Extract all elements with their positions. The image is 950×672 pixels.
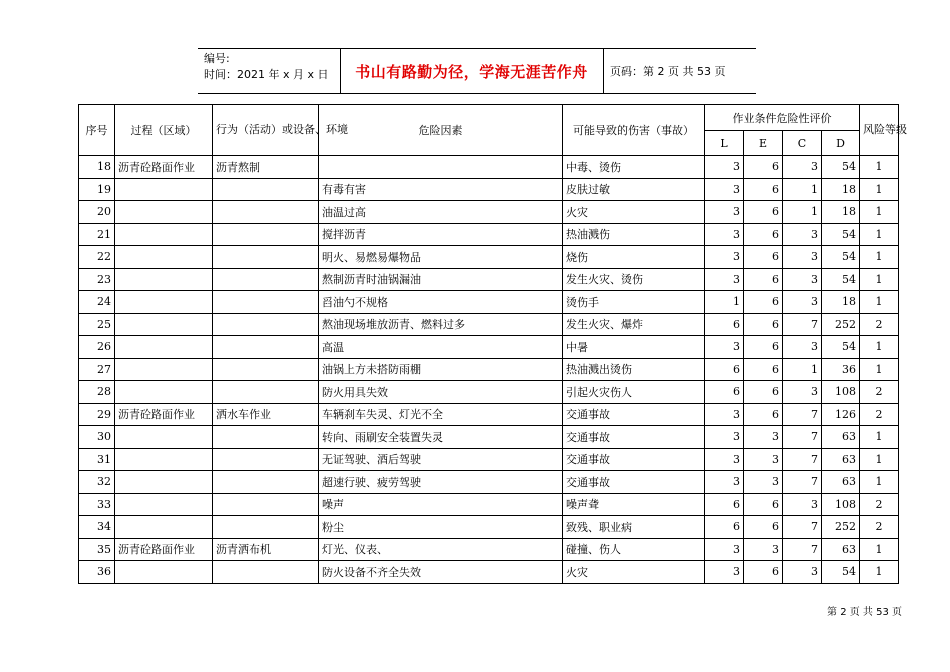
cell-behavior: [213, 358, 319, 381]
table-row: [79, 313, 899, 336]
table-row: [79, 336, 899, 359]
cell-behavior: 洒水车作业: [213, 403, 319, 426]
cell-C: 3: [783, 156, 822, 179]
cell-process: [115, 381, 213, 404]
cell-D: 18: [822, 178, 860, 201]
cell-C: 7: [783, 426, 822, 449]
cell-seq: 24: [79, 291, 115, 314]
cell-risk: 1: [860, 246, 899, 269]
cell-E: 6: [744, 381, 783, 404]
table-row: [79, 493, 899, 516]
cell-seq: 31: [79, 448, 115, 471]
cell-E: 3: [744, 426, 783, 449]
cell-seq: 28: [79, 381, 115, 404]
cell-D: 54: [822, 223, 860, 246]
col-L-header: L: [705, 131, 744, 156]
cell-D: 18: [822, 201, 860, 224]
cell-harm: 交通事故: [563, 426, 705, 449]
cell-seq: 22: [79, 246, 115, 269]
cell-C: 7: [783, 538, 822, 561]
cell-process: [115, 448, 213, 471]
cell-behavior: [213, 381, 319, 404]
cell-process: 沥青砼路面作业: [115, 403, 213, 426]
cell-process: [115, 493, 213, 516]
cell-L: 6: [705, 381, 744, 404]
cell-process: [115, 358, 213, 381]
cell-process: [115, 313, 213, 336]
cell-seq: 20: [79, 201, 115, 224]
cell-behavior: [213, 471, 319, 494]
cell-hazard: 超速行驶、疲劳驾驶: [319, 471, 563, 494]
cell-process: [115, 516, 213, 539]
col-E-header: E: [744, 131, 783, 156]
cell-risk: 1: [860, 471, 899, 494]
cell-C: 3: [783, 268, 822, 291]
cell-behavior: [213, 313, 319, 336]
cell-D: 63: [822, 426, 860, 449]
cell-harm: 中毒、烫伤: [563, 156, 705, 179]
cell-behavior: 沥青洒布机: [213, 538, 319, 561]
cell-process: [115, 291, 213, 314]
cell-L: 3: [705, 201, 744, 224]
cell-process: [115, 336, 213, 359]
table-row: [79, 426, 899, 449]
cell-C: 1: [783, 201, 822, 224]
cell-E: 6: [744, 336, 783, 359]
cell-risk: 1: [860, 448, 899, 471]
cell-C: 7: [783, 403, 822, 426]
cell-D: 54: [822, 561, 860, 584]
cell-C: 3: [783, 493, 822, 516]
cell-L: 6: [705, 313, 744, 336]
cell-harm: 烫伤手: [563, 291, 705, 314]
cell-L: 3: [705, 426, 744, 449]
cell-hazard: 噪声: [319, 493, 563, 516]
cell-harm: 皮肤过敏: [563, 178, 705, 201]
cell-hazard: 搅拌沥青: [319, 223, 563, 246]
cell-behavior: [213, 201, 319, 224]
table-row: [79, 223, 899, 246]
table-row: [79, 358, 899, 381]
cell-harm: 中暑: [563, 336, 705, 359]
cell-hazard: 无证驾驶、酒后驾驶: [319, 448, 563, 471]
cell-harm: 发生火灾、烫伤: [563, 268, 705, 291]
col-behavior-header: 行为（活动）或设备、环境: [213, 105, 319, 156]
table-row: [79, 471, 899, 494]
cell-E: 6: [744, 358, 783, 381]
cell-risk: 1: [860, 358, 899, 381]
cell-process: [115, 223, 213, 246]
cell-harm: 火灾: [563, 561, 705, 584]
cell-L: 6: [705, 358, 744, 381]
col-risk-header: 风险等级: [860, 105, 899, 156]
table-row: [79, 201, 899, 224]
cell-seq: 29: [79, 403, 115, 426]
cell-E: 6: [744, 223, 783, 246]
cell-harm: 噪声聋: [563, 493, 705, 516]
header-motto: 书山有路勤为径，学海无涯苦作舟: [355, 62, 588, 81]
cell-process: [115, 471, 213, 494]
table-row: [79, 291, 899, 314]
cell-seq: 30: [79, 426, 115, 449]
cell-hazard: 熬油现场堆放沥青、燃料过多: [319, 313, 563, 336]
cell-seq: 27: [79, 358, 115, 381]
cell-C: 3: [783, 291, 822, 314]
cell-harm: 引起火灾伤人: [563, 381, 705, 404]
cell-behavior: [213, 493, 319, 516]
cell-hazard: [319, 156, 563, 179]
table-row: [79, 448, 899, 471]
page-footer: 第 2 页 共 53 页: [827, 607, 902, 618]
cell-E: 6: [744, 178, 783, 201]
cell-risk: 1: [860, 156, 899, 179]
cell-L: 3: [705, 246, 744, 269]
header-meta: [204, 51, 329, 83]
table-row: [79, 516, 899, 539]
cell-process: [115, 268, 213, 291]
cell-hazard: 油温过高: [319, 201, 563, 224]
cell-D: 18: [822, 291, 860, 314]
cell-risk: 1: [860, 426, 899, 449]
col-harm-header: 可能导致的伤害（事故）: [563, 105, 705, 156]
cell-L: 3: [705, 538, 744, 561]
table-row: [79, 403, 899, 426]
col-C-header: C: [783, 131, 822, 156]
cell-risk: 2: [860, 381, 899, 404]
cell-behavior: [213, 178, 319, 201]
cell-L: 1: [705, 291, 744, 314]
cell-risk: 1: [860, 561, 899, 584]
table-row: [79, 381, 899, 404]
cell-E: 6: [744, 403, 783, 426]
cell-risk: 1: [860, 336, 899, 359]
cell-L: 6: [705, 493, 744, 516]
cell-risk: 1: [860, 291, 899, 314]
cell-hazard: 车辆刹车失灵、灯光不全: [319, 403, 563, 426]
cell-D: 63: [822, 448, 860, 471]
document-header: [198, 48, 756, 94]
col-process-header: 过程（区域）: [115, 105, 213, 156]
cell-harm: 热油溅伤: [563, 223, 705, 246]
col-evaluation-header: 作业条件危险性评价: [705, 105, 860, 131]
cell-D: 108: [822, 493, 860, 516]
cell-harm: 交通事故: [563, 448, 705, 471]
cell-seq: 25: [79, 313, 115, 336]
cell-D: 36: [822, 358, 860, 381]
cell-D: 126: [822, 403, 860, 426]
cell-behavior: [213, 448, 319, 471]
cell-hazard: 粉尘: [319, 516, 563, 539]
cell-risk: 2: [860, 403, 899, 426]
header-divider: [603, 49, 604, 93]
cell-seq: 23: [79, 268, 115, 291]
cell-D: 54: [822, 246, 860, 269]
cell-L: 3: [705, 471, 744, 494]
cell-seq: 18: [79, 156, 115, 179]
cell-D: 63: [822, 471, 860, 494]
col-D-header: D: [822, 131, 860, 156]
cell-E: 6: [744, 561, 783, 584]
cell-L: 6: [705, 516, 744, 539]
cell-hazard: 熬制沥青时油锅漏油: [319, 268, 563, 291]
cell-E: 6: [744, 313, 783, 336]
cell-harm: 发生火灾、爆炸: [563, 313, 705, 336]
hazard-table: [78, 104, 907, 584]
cell-risk: 2: [860, 313, 899, 336]
cell-risk: 2: [860, 493, 899, 516]
cell-behavior: [213, 246, 319, 269]
cell-C: 7: [783, 471, 822, 494]
cell-harm: 碰撞、伤人: [563, 538, 705, 561]
cell-risk: 1: [860, 268, 899, 291]
cell-behavior: [213, 336, 319, 359]
table-row: [79, 246, 899, 269]
cell-seq: 32: [79, 471, 115, 494]
time-label: 时间：2021 年 x 月 x 日: [204, 68, 329, 81]
cell-harm: 热油溅出烫伤: [563, 358, 705, 381]
cell-hazard: 舀油勺不规格: [319, 291, 563, 314]
table-row: [79, 561, 899, 584]
cell-risk: 1: [860, 178, 899, 201]
cell-seq: 35: [79, 538, 115, 561]
table-row: [79, 268, 899, 291]
cell-behavior: 沥青熬制: [213, 156, 319, 179]
header-page-info: 页码：第 2 页 共 53 页: [610, 65, 726, 78]
cell-C: 1: [783, 358, 822, 381]
cell-hazard: 转向、雨刷安全装置失灵: [319, 426, 563, 449]
table-row: [79, 178, 899, 201]
cell-E: 6: [744, 156, 783, 179]
cell-D: 54: [822, 336, 860, 359]
cell-harm: 交通事故: [563, 471, 705, 494]
cell-process: [115, 561, 213, 584]
table-row: [79, 538, 899, 561]
col-seq-header: 序号: [79, 105, 115, 156]
cell-behavior: [213, 426, 319, 449]
table-row: [79, 156, 899, 179]
cell-behavior: [213, 223, 319, 246]
cell-L: 3: [705, 178, 744, 201]
cell-D: 54: [822, 268, 860, 291]
cell-E: 6: [744, 268, 783, 291]
cell-L: 3: [705, 561, 744, 584]
cell-D: 54: [822, 156, 860, 179]
cell-seq: 19: [79, 178, 115, 201]
cell-hazard: 防火用具失效: [319, 381, 563, 404]
cell-C: 3: [783, 246, 822, 269]
cell-seq: 21: [79, 223, 115, 246]
cell-seq: 36: [79, 561, 115, 584]
cell-E: 3: [744, 448, 783, 471]
cell-C: 3: [783, 381, 822, 404]
cell-E: 6: [744, 201, 783, 224]
cell-E: 6: [744, 493, 783, 516]
cell-E: 3: [744, 538, 783, 561]
cell-hazard: 高温: [319, 336, 563, 359]
cell-behavior: [213, 291, 319, 314]
cell-C: 3: [783, 336, 822, 359]
cell-harm: 致残、职业病: [563, 516, 705, 539]
cell-L: 3: [705, 448, 744, 471]
cell-process: [115, 178, 213, 201]
cell-harm: 火灾: [563, 201, 705, 224]
cell-hazard: 明火、易燃易爆物品: [319, 246, 563, 269]
cell-risk: 1: [860, 201, 899, 224]
col-hazard-header: 危险因素: [319, 105, 563, 156]
cell-process: 沥青砼路面作业: [115, 538, 213, 561]
cell-E: 6: [744, 246, 783, 269]
cell-seq: 33: [79, 493, 115, 516]
cell-process: [115, 426, 213, 449]
cell-behavior: [213, 561, 319, 584]
cell-behavior: [213, 516, 319, 539]
cell-seq: 34: [79, 516, 115, 539]
cell-D: 108: [822, 381, 860, 404]
cell-L: 3: [705, 223, 744, 246]
cell-L: 3: [705, 336, 744, 359]
cell-harm: 交通事故: [563, 403, 705, 426]
cell-C: 7: [783, 448, 822, 471]
cell-E: 3: [744, 471, 783, 494]
cell-C: 1: [783, 178, 822, 201]
cell-C: 3: [783, 561, 822, 584]
cell-process: [115, 246, 213, 269]
cell-C: 7: [783, 516, 822, 539]
cell-process: 沥青砼路面作业: [115, 156, 213, 179]
cell-D: 63: [822, 538, 860, 561]
cell-hazard: 防火设备不齐全失效: [319, 561, 563, 584]
cell-E: 6: [744, 516, 783, 539]
cell-risk: 1: [860, 538, 899, 561]
cell-process: [115, 201, 213, 224]
cell-hazard: 灯光、仪表、: [319, 538, 563, 561]
cell-behavior: [213, 268, 319, 291]
cell-D: 252: [822, 313, 860, 336]
cell-hazard: 有毒有害: [319, 178, 563, 201]
cell-C: 3: [783, 223, 822, 246]
cell-L: 3: [705, 268, 744, 291]
cell-E: 6: [744, 291, 783, 314]
cell-C: 7: [783, 313, 822, 336]
cell-risk: 2: [860, 516, 899, 539]
cell-hazard: 油锅上方未搭防雨棚: [319, 358, 563, 381]
cell-seq: 26: [79, 336, 115, 359]
cell-D: 252: [822, 516, 860, 539]
cell-risk: 1: [860, 223, 899, 246]
cell-harm: 烧伤: [563, 246, 705, 269]
number-label: 编号:: [204, 52, 230, 65]
cell-L: 3: [705, 403, 744, 426]
cell-L: 3: [705, 156, 744, 179]
